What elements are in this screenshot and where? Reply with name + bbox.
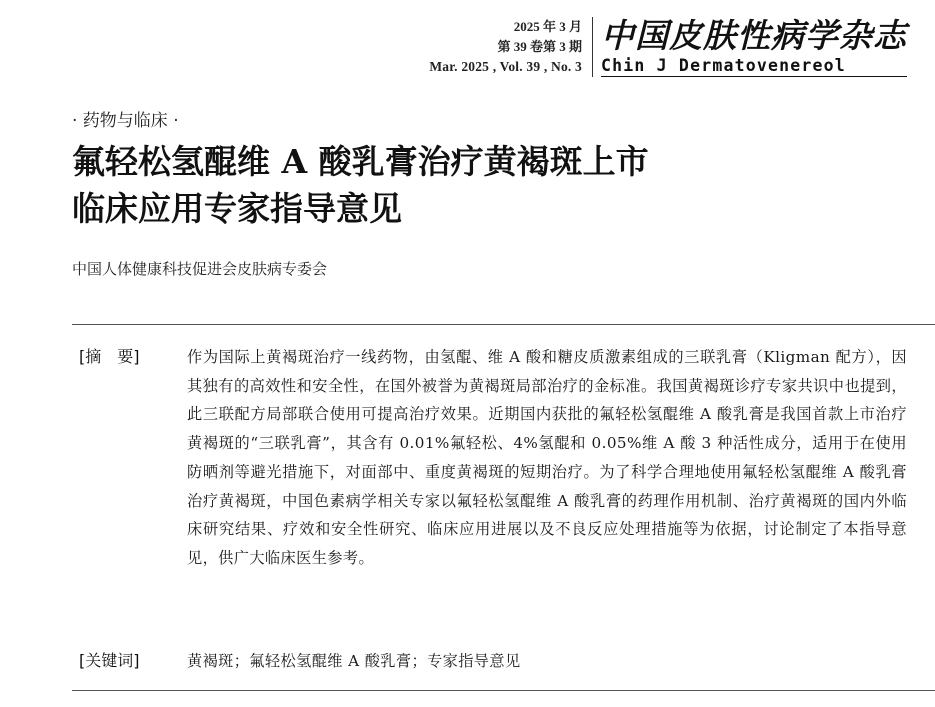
abstract-label: [摘 要]	[79, 347, 140, 366]
issue-info	[429, 17, 592, 77]
title-line-1: 氟轻松氢醌维 A 酸乳膏治疗黄褐斑上市	[72, 142, 649, 181]
keywords-text: 黄褐斑；氟轻松氢醌维 A 酸乳膏；专家指导意见	[187, 652, 521, 670]
journal-name-en: Chin J Dermatovenereol	[601, 56, 907, 77]
abstract-bottom-rule	[72, 690, 935, 691]
article-title	[72, 138, 892, 232]
abstract-text: 作为国际上黄褐斑治疗一线药物，由氢醌、维 A 酸和糖皮质激素组成的三联乳膏（Kligman 配方），因其独有的高效性和安全性，在国外被誉为黄褐斑局部治疗的金标准。我国黄褐斑诊疗专家共识中也提到，此三联配方局部联合使用可提高治疗效果。近期国内获批的氟轻松氢醌维 A 酸乳膏是我国首款上市治疗黄褐斑的“三联乳膏”，其含有 0.01%氟轻松、4%氢醌和 0.05%维 A 酸 3 种活性成分，适用于在使用防晒剂等避光措施下，对面部中、重度黄褐斑的短期治疗。为了科学合理地使用氟轻松氢醌维 A 酸乳膏治疗黄褐斑，中国色素病学相关专家以氟轻松氢醌维 A 酸乳膏的药理作用机制、治疗黄褐斑的国内外临床研究结果、疗效和安全性研究、临床应用进展以及不良反应处理措施等为依据，讨论制定了本指导意见，供广大临床医生参考。	[187, 348, 907, 567]
issue-volume: 第 39 卷第 3 期	[497, 39, 582, 54]
issue-citation: Mar. 2025 , Vol. 39 , No. 3	[429, 59, 582, 74]
journal-masthead	[429, 17, 907, 77]
keywords-label: [关键词]	[79, 651, 140, 670]
journal-brand	[592, 17, 907, 77]
abstract-top-rule	[72, 324, 935, 325]
issue-date: 2025 年 3 月	[513, 19, 582, 34]
journal-name-cn: 中国皮肤性病学杂志	[601, 16, 907, 55]
article-author: 中国人体健康科技促进会皮肤病专委会	[72, 260, 328, 278]
title-line-2: 临床应用专家指导意见	[72, 189, 402, 228]
column-tag: · 药物与临床 ·	[72, 111, 179, 131]
